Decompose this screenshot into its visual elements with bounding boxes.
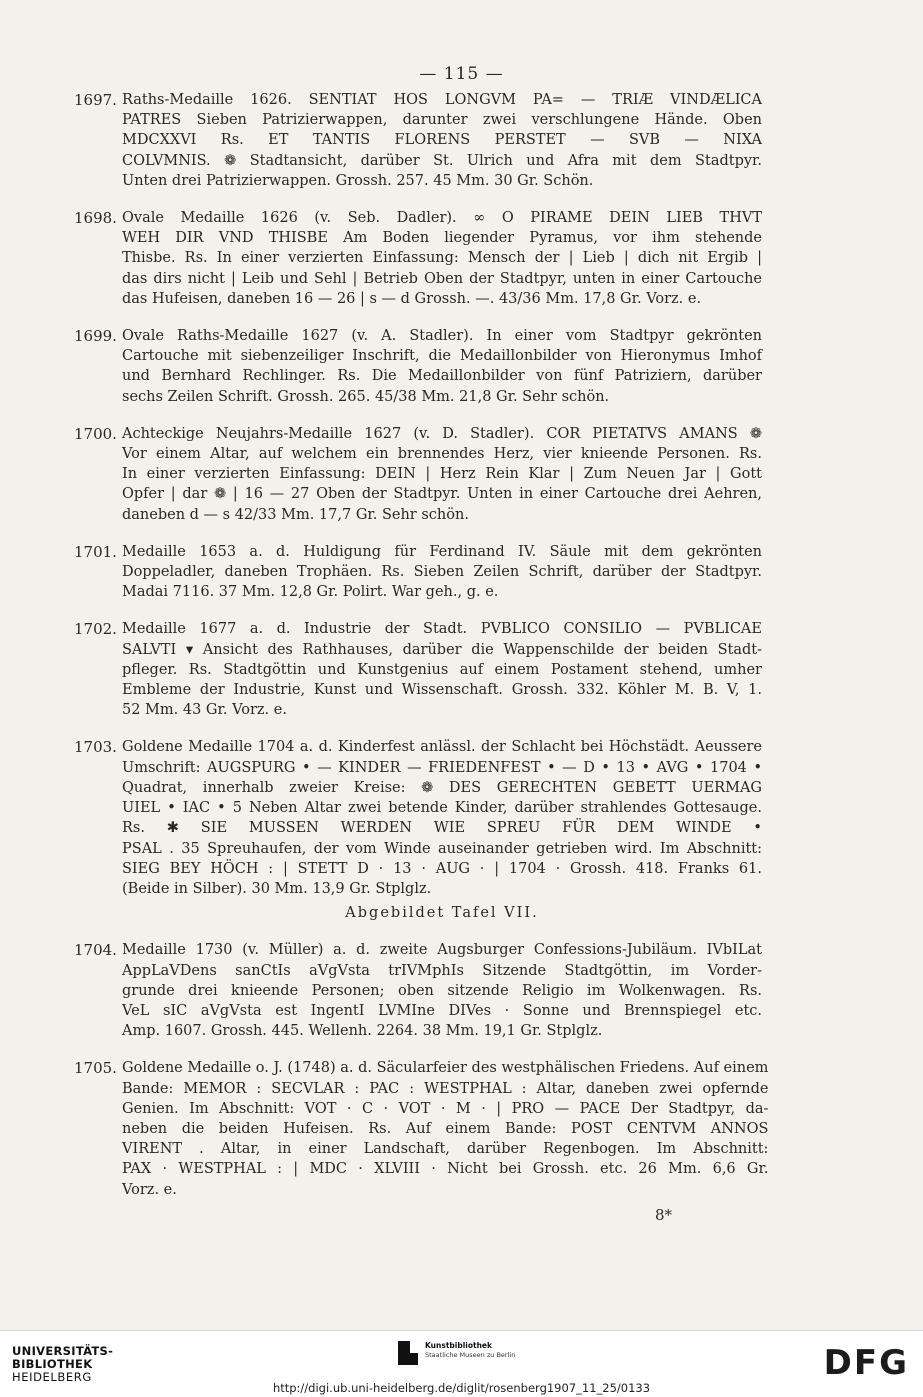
- entry-line: Achteckige Neujahrs-Medaille 1627 (v. D. Stadler). COR PIETATVS AMANS ❁: [122, 425, 762, 442]
- catalog-entry: [74, 737, 762, 923]
- catalog-entry: [74, 326, 762, 407]
- entry-line: In einer verzierten Einfassung: DEIN | Herz Rein Klar | Zum Neuen Jar | Gott: [122, 466, 762, 483]
- entry-line: sechs Zeilen Schrift. Grossh. 265. 45/38 Mm. 21,8 Gr. Sehr schön.: [122, 388, 610, 405]
- entry-line: Embleme der Industrie, Kunst und Wissenschaft. Grossh. 332. Köhler M. B. V, 1.: [122, 682, 762, 699]
- entry-line: PATRES Sieben Patrizierwappen, darunter zwei verschlungene Hände. Oben: [122, 112, 762, 129]
- entry-line: und Bernhard Rechlinger. Rs. Die Medaillonbilder von fünf Patriziern, darüber: [122, 368, 762, 385]
- entry-line: Vorz. e.: [122, 1181, 177, 1198]
- catalog-entry: [74, 90, 762, 191]
- kb-name: Kunstbibliothek: [425, 1341, 493, 1350]
- entry-line: PAX · WESTPHAL : | MDC · XLVIII · Nicht bei Grossh. etc. 26 Mm. 6,6 Gr.: [122, 1161, 769, 1178]
- plate-reference: Abgebildet Tafel VII.: [345, 905, 539, 922]
- entry-number: 1701.: [74, 542, 117, 561]
- entry-line: SALVTI ▾ Ansicht des Rathhauses, darüber die Wappenschilde der beiden Stadt-: [122, 641, 762, 658]
- catalog-entry: [74, 619, 762, 720]
- catalog-entry: [74, 940, 762, 1041]
- entry-line: SIEG BEY HÖCH : | STETT D · 13 · AUG · | 1704 · Grossh. 418. Franks 61.: [122, 860, 762, 877]
- entry-number: 1702.: [74, 620, 117, 639]
- entry-line: 52 Mm. 43 Gr. Vorz. e.: [122, 702, 287, 719]
- entry-line: WEH DIR VND THISBE Am Boden liegender Pyramus, vor ihm stehende: [122, 230, 762, 247]
- entry-line: Umschrift: AUGSPURG • — KINDER — FRIEDENFEST • — D • 13 • AVG • 1704 •: [122, 759, 762, 776]
- catalog-entry: [74, 424, 762, 525]
- entry-line: pfleger. Rs. Stadtgöttin und Kunstgenius auf einem Postament stehend, umher: [122, 661, 762, 678]
- entry-description: [122, 1058, 768, 1199]
- catalog-entries: [74, 90, 769, 1217]
- entry-line: Genien. Im Abschnitt: VOT · C · VOT · M · | PRO — PACE Der Stadtpyr, da-: [122, 1100, 769, 1117]
- university-library-logo[interactable]: [12, 1345, 113, 1384]
- entry-description: [122, 90, 762, 191]
- entry-number: 1697.: [74, 91, 117, 109]
- kb-subtitle: Staatliche Museen zu Berlin: [425, 1351, 516, 1359]
- entry-line: Madai 7116. 37 Mm. 12,8 Gr. Polirt. War geh., g. e.: [122, 584, 499, 601]
- catalog-entry: [74, 1058, 769, 1199]
- entry-line: MDCXXVI Rs. ET TANTIS FLORENS PERSTET — SVB — NIXA: [122, 132, 762, 149]
- entry-number: 1700.: [74, 424, 117, 443]
- entry-line: (Beide in Silber). 30 Mm. 13,9 Gr. Stplglz.: [122, 880, 432, 897]
- entry-description: [122, 326, 762, 407]
- uni-logo-line: HEIDELBERG: [12, 1370, 92, 1384]
- signature-mark: 8*: [655, 1206, 673, 1224]
- kunstbibliothek-logo[interactable]: [398, 1341, 515, 1365]
- page-number: — 115 —: [419, 64, 504, 84]
- entry-description: [122, 619, 762, 720]
- entry-number: 1698.: [74, 209, 117, 228]
- catalog-entry: [74, 542, 762, 603]
- entry-line: neben die beiden Hufeisen. Rs. Auf einem Bande: POST CENTVM ANNOS: [122, 1120, 769, 1137]
- entry-description: [122, 940, 762, 1041]
- entry-line: Quadrat, innerhalb zweier Kreise: ❁ DES GERECHTEN GEBETT UERMAG: [122, 779, 762, 796]
- entry-number: 1704.: [74, 941, 117, 960]
- entry-line: Bande: MEMOR : SECVLAR : PAC : WESTPHAL : Altar, daneben zwei opfernde: [122, 1080, 769, 1097]
- entry-line: VIRENT . Altar, in einer Landschaft, darüber Regenbogen. Im Abschnitt:: [122, 1141, 769, 1158]
- uni-logo-line: BIBLIOTHEK: [12, 1357, 93, 1371]
- footer-bar: [0, 1330, 923, 1397]
- entry-line: Doppeladler, daneben Trophäen. Rs. Sieben Zeilen Schrift, darüber der Stadtpyr.: [122, 564, 762, 581]
- uni-logo-line: UNIVERSITÄTS-: [12, 1344, 114, 1358]
- entry-number: 1699.: [74, 327, 117, 346]
- entry-line: Goldene Medaille 1704 a. d. Kinderfest anlässl. der Schlacht bei Höchstädt. Aeussere: [122, 739, 762, 756]
- entry-line: das dirs nicht | Leib und Sehl | Betrieb Oben der Stadtpyr, unten in einer Cartouche: [122, 270, 762, 287]
- entry-line: AppLaVDens sanCtIs aVgVsta trIVMphIs Sitzende Stadtgöttin, im Vorder-: [122, 962, 762, 979]
- entry-number: 1703.: [74, 738, 117, 757]
- entry-line: UIEL • IAC • 5 Neben Altar zwei betende Kinder, darüber strahlendes Gottesauge.: [122, 800, 762, 817]
- entry-number: 1705.: [74, 1059, 117, 1078]
- entry-line: Ovale Medaille 1626 (v. Seb. Dadler). ∞ O PIRAME DEIN LIEB THVT: [122, 210, 762, 227]
- entry-line: daneben d — s 42/33 Mm. 17,7 Gr. Sehr schön.: [122, 506, 469, 523]
- entry-line: Opfer | dar ❁ | 16 — 27 Oben der Stadtpyr. Unten in einer Cartouche drei Aehren,: [122, 486, 762, 503]
- permalink-url[interactable]: http://digi.ub.uni-heidelberg.de/diglit/rosenberg1907_11_25/0133: [272, 1381, 651, 1395]
- entry-line: Vor einem Altar, auf welchem ein brennendes Herz, vier knieende Personen. Rs.: [122, 446, 762, 463]
- catalog-entry: [74, 208, 762, 309]
- entry-description: [122, 542, 762, 603]
- entry-line: Ovale Raths-Medaille 1627 (v. A. Stadler). In einer vom Stadtpyr gekrönten: [122, 328, 762, 345]
- entry-line: Amp. 1607. Grossh. 445. Wellenh. 2264. 38 Mm. 19,1 Gr. Stplglz.: [122, 1023, 603, 1040]
- entry-line: Unten drei Patrizierwappen. Grossh. 257. 45 Mm. 30 Gr. Schön.: [122, 172, 594, 189]
- entry-line: VeL sIC aVgVsta est IngentI LVMIne DIVes · Sonne und Brennspiegel etc.: [122, 1002, 762, 1019]
- entry-description: [122, 737, 762, 923]
- entry-line: Goldene Medaille o. J. (1748) a. d. Säcularfeier des westphälischen Friedens. Auf einem: [122, 1060, 769, 1077]
- entry-line: Thisbe. Rs. In einer verzierten Einfassung: Mensch der | Lieb | dich nit Ergib |: [122, 250, 762, 267]
- entry-line: COLVMNIS. ❁ Stadtansicht, darüber St. Ulrich und Afra mit dem Stadtpyr.: [122, 152, 762, 169]
- entry-line: Medaille 1730 (v. Müller) a. d. zweite Augsburger Confessions-Jubiläum. IVbILat: [122, 942, 762, 959]
- entry-line: das Hufeisen, daneben 16 — 26 | s — d Grossh. —. 43/36 Mm. 17,8 Gr. Vorz. e.: [122, 290, 702, 307]
- entry-line: grunde drei knieende Personen; oben sitzende Religio im Wolkenwagen. Rs.: [122, 982, 762, 999]
- entry-line: Rs. ✱ SIE MUSSEN WERDEN WIE SPREU FÜR DEM WINDE •: [122, 820, 762, 837]
- kunstbibliothek-mark-icon: [398, 1341, 418, 1365]
- entry-description: [122, 424, 762, 525]
- entry-description: [122, 208, 762, 309]
- entry-line: Medaille 1677 a. d. Industrie der Stadt. PVBLICO CONSILIO — PVBLICAE: [122, 621, 762, 638]
- entry-line: PSAL . 35 Spreuhaufen, der vom Winde auseinander getrieben wird. Im Abschnitt:: [122, 840, 762, 857]
- dfg-logo[interactable]: DFG: [823, 1343, 909, 1383]
- entry-line: Cartouche mit siebenzeiliger Inschrift, die Medaillonbilder von Hieronymus Imhof: [122, 348, 762, 365]
- entry-line: Medaille 1653 a. d. Huldigung für Ferdinand IV. Säule mit dem gekrönten: [122, 543, 762, 560]
- entry-line: Raths-Medaille 1626. SENTIAT HOS LONGVM PA= — TRIÆ VINDÆLICA: [122, 92, 762, 108]
